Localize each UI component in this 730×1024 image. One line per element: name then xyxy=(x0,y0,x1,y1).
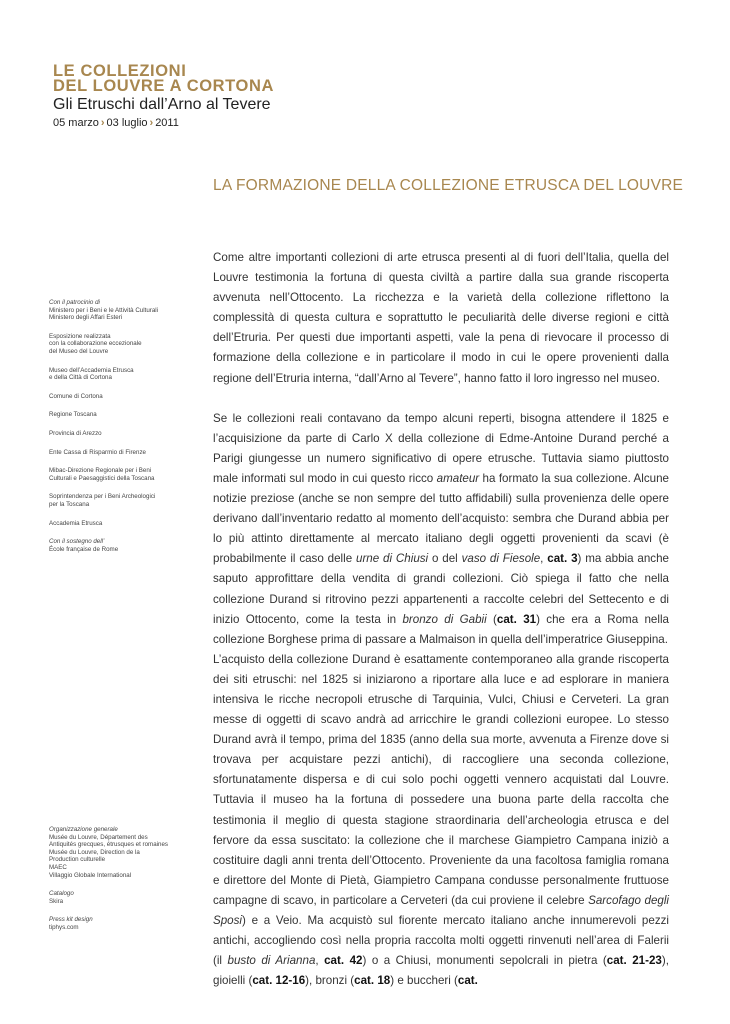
text-run: ha formato la sua collezione. Alcune notizie preziose (anche se non sempre del tutto affidabili) sulla provenienza delle opere derivano dall’inventario redatto al momento dell’acquisto: sembra che Durand abbia per lo più attinto direttamente al mercato italiano degli oggetti provenienti da scavi (è probabilmente il caso delle xyxy=(213,471,669,566)
credit-line: Museo dell’Accademia Etrusca xyxy=(49,366,134,374)
chevron-right-icon: › xyxy=(100,117,105,129)
catalogue-ref: cat. 12-16 xyxy=(252,974,306,988)
catalogue-ref: cat. 21-23 xyxy=(606,954,662,968)
chevron-right-icon: › xyxy=(149,117,154,129)
text-run: ) e a Veio. Ma acquistò sul fiorente mercato italiano anche innumerevoli pezzi antichi, accogliendo così nella propria raccolta molti oggetti rinvenuti nell’area di Falerii (il xyxy=(213,914,669,968)
text-run: ) o a Chiusi, monumenti sepolcrali in pietra ( xyxy=(362,954,607,968)
credit-catalogo xyxy=(49,890,199,905)
text-run: o del xyxy=(428,552,462,566)
date-start: 05 marzo xyxy=(53,117,99,129)
text-run: ), gioielli ( xyxy=(213,954,669,988)
italic-term: amateur xyxy=(436,471,480,485)
italic-term: urne di Chiusi xyxy=(356,552,429,566)
credit-line: per la Toscana xyxy=(49,500,90,508)
exhibition-dates xyxy=(53,117,274,129)
credit-label: Catalogo xyxy=(49,890,74,898)
credit-line: Mibac-Direzione Regionale per i Beni xyxy=(49,467,152,475)
credit-sostegno xyxy=(49,538,199,553)
credit-label: Con il sostegno dell’ xyxy=(49,538,105,546)
credit-esposizione xyxy=(49,333,199,356)
credit-line: tiphys.com xyxy=(49,923,79,931)
exhibition-title-line1: LE COLLEZIONI xyxy=(53,62,187,80)
credit-line: Soprintendenza per i Beni Archeologici xyxy=(49,493,156,501)
exhibition-subtitle: Gli Etruschi dall’Arno al Tevere xyxy=(53,96,271,113)
credit-press-kit xyxy=(49,916,199,931)
text-run: ) e buccheri ( xyxy=(390,974,458,988)
credit-line: del Museo del Louvre xyxy=(49,347,109,355)
credit-line: Culturali e Paesaggistici della Toscana xyxy=(49,474,155,482)
text-run: ), bronzi ( xyxy=(305,974,355,988)
catalogue-ref: cat. 18 xyxy=(354,974,391,988)
credit-label: Press kit design xyxy=(49,916,93,924)
catalogue-ref: cat. 3 xyxy=(547,552,578,566)
credit-line: Antiquités grecques, étrusques et romaines xyxy=(49,841,169,849)
credit-comune: Comune di Cortona xyxy=(49,392,103,400)
paragraph-3 xyxy=(213,650,669,992)
italic-term: vaso di Fiesole xyxy=(461,552,541,566)
exhibition-title-line2: DEL LOUVRE A CORTONA xyxy=(53,77,275,95)
credit-museo xyxy=(49,367,199,382)
text-run: , xyxy=(315,954,325,968)
credit-provincia: Provincia di Arezzo xyxy=(49,429,102,437)
credit-line: Esposizione realizzata xyxy=(49,332,111,340)
sidebar-credits xyxy=(49,299,199,564)
catalogue-ref: cat. 42 xyxy=(324,954,363,968)
credit-line: MAEC xyxy=(49,863,67,871)
paragraph-1: Come altre importanti collezioni di arte etrusca presenti al di fuori dell’Italia, quella del Louvre testimonia la fortuna di questa civiltà a partire dalla sua grande riscoperta avvenuta nell’Ottocento. La ricchezza e la varietà della collezione riflettono la complessità di questa cultura e soprattutto le peculiarità delle diverse regioni e città dell’Etruria. Per questi due importanti aspetti, vale la pena di rievocare il processo di formazione della collezione e in particolare il modo in cui le opere provenienti dalla regione dell’Etruria interna, “dall’Arno al Tevere”, hanno fatto il loro ingresso nel museo. xyxy=(213,251,669,385)
credit-patrocinio xyxy=(49,299,199,322)
italic-term: busto di Arianna xyxy=(227,954,316,968)
credit-line: Villaggio Globale International xyxy=(49,871,132,879)
text-run: ) che era a Roma nella collezione Borghese prima di passare a Malmaison in quella dell’imperatrice Giuseppina. xyxy=(213,612,669,646)
date-end: 03 luglio xyxy=(106,117,148,129)
credit-line: Ministero degli Affari Esteri xyxy=(49,314,123,322)
credit-line: Production culturelle xyxy=(49,856,106,864)
credit-line: Musée du Louvre, Direction de la xyxy=(49,848,140,856)
text-run: ) ma abbia anche saputo approfittare della vendita di grandi collezioni. Ciò spiega il fatto che nella collezione Durand si ritrovino pezzi appartenenti a raccolte celebri del Settecento e di inizio Ottocento, come la testa in xyxy=(213,552,669,626)
credit-regione: Regione Toscana xyxy=(49,411,97,419)
catalogue-ref: cat. xyxy=(457,974,478,988)
credit-line: École française de Rome xyxy=(49,545,119,553)
italic-term: bronzo di Gabii xyxy=(402,612,487,626)
credit-ente: Ente Cassa di Risparmio di Firenze xyxy=(49,448,146,456)
date-year: 2011 xyxy=(155,117,179,129)
credit-soprintendenza xyxy=(49,493,199,508)
credit-line: Skira xyxy=(49,897,64,905)
paragraph-2 xyxy=(213,409,669,650)
section-title: LA FORMAZIONE DELLA COLLEZIONE ETRUSCA DEL LOUVRE xyxy=(213,177,684,194)
credit-organizzazione xyxy=(49,826,199,879)
sidebar-production-credits xyxy=(49,826,199,943)
credit-label: Con il patrocinio di xyxy=(49,299,100,306)
credit-line: Musée du Louvre, Département des xyxy=(49,833,148,841)
exhibition-header xyxy=(53,64,274,129)
credit-mibac xyxy=(49,467,199,482)
text-run: Se le collezioni reali contavano da tempo alcuni reperti, bisogna attendere il 1825 e l’acquisizione da parte di Carlo X della collezione di Edme-Antoine Durand perché a Parigi giungesse un numero significativo di opere etrusche. Tuttavia siamo piuttosto male informati sul modo in cui questo ricco xyxy=(213,411,669,485)
text-run: , xyxy=(540,552,548,566)
catalogue-ref: cat. 31 xyxy=(496,612,537,626)
article-body xyxy=(213,248,669,991)
credit-accademia: Accademia Etrusca xyxy=(49,519,103,527)
text-run: ( xyxy=(486,612,497,626)
credit-line: con la collaborazione eccezionale xyxy=(49,340,142,348)
credit-label: Organizzazione generale xyxy=(49,826,118,833)
credit-line: Ministero per i Beni e le Attività Culturali xyxy=(49,306,159,314)
italic-term: Sarcofago degli Sposi xyxy=(213,893,670,927)
credit-line: e della Città di Cortona xyxy=(49,374,112,382)
text-run: L’acquisto della collezione Durand è esattamente contemporaneo alla grande riscoperta dei siti etruschi: nel 1825 si iniziarono a riportare alla luce e ad esplorare in maniera intensiva le ricche necropoli etrusche di Tarquinia, Vulci, Chiusi e Cerveteri. La gran messe di oggetti di scavo andrà ad arricchire le grandi collezioni europee. Lo stesso Durand avrà il tempo, prima del 1835 (anno della sua morte, avvenuta a Firenze dove si trovava per acquistare pezzi antichi), di raccogliere una seconda collezione, sfortunatamente dispersa e di cui solo pochi oggetti vennero acquistati dal Louvre. Tuttavia il museo ha la fortuna di possedere una buona parte della raccolta che testimonia il meglio di questa stagione straordinaria dell’archeologia etrusca e del fervore da essa suscitato: la collezione che il marchese Giampietro Campana iniziò a costituire dagli anni trenta dell’Ottocento. Proveniente da una facoltosa famiglia romana e direttore del Monte di Pietà, Giampietro Campana condusse personalmente fruttuose campagne di scavo, in particolare a Cerveteri (da cui proviene il celebre xyxy=(213,652,669,907)
